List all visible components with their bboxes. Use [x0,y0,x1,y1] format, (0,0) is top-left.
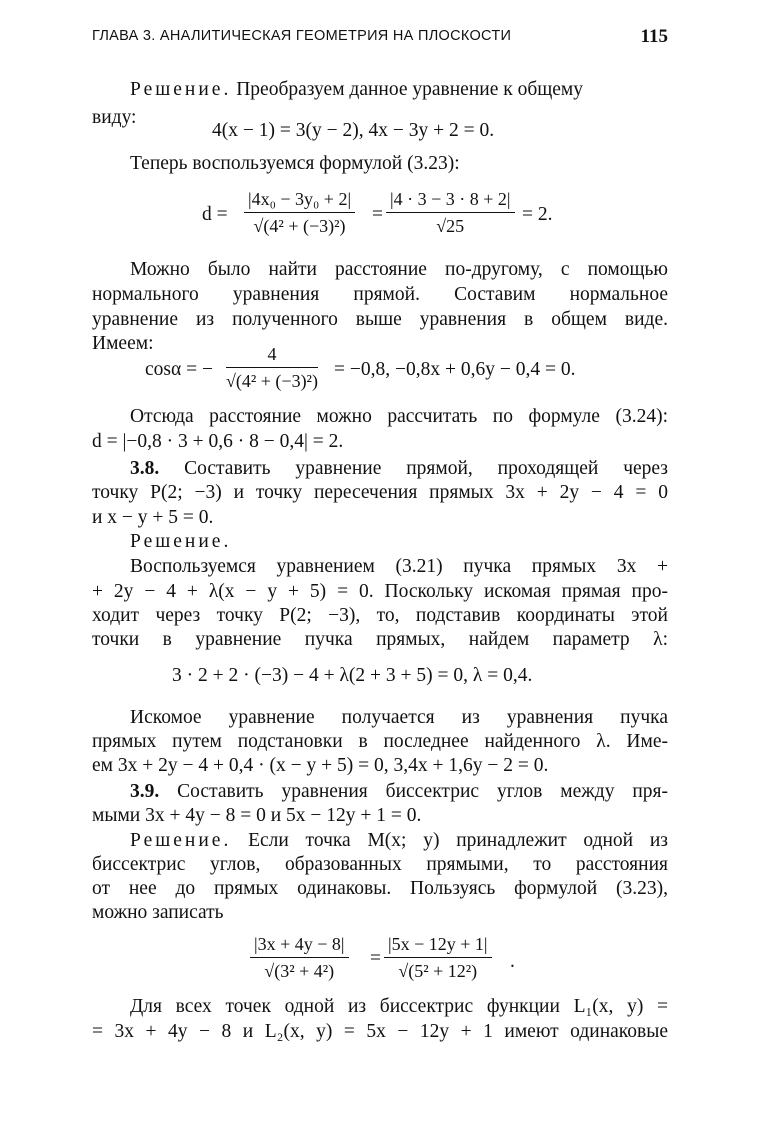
equals-sign: = [370,948,381,969]
p6-line-2: + 2y − 4 + λ(x − y + 5) = 0. Поскольку искомая прямая про- [92,581,668,602]
problem-3-9-line-1: 3.9. Составить уравнения биссектрис углов между пря- [130,781,669,802]
equals-sign: = [372,204,383,225]
problem-number: 3.8. [130,458,160,479]
solution-label: Решение. [130,531,232,552]
p1-line-2: виду: [92,107,137,128]
p9-line-3: от нее до прямых одинаковы. Пользуясь формулой (3.23), [92,878,668,899]
p3-line-1: Можно было найти расстояние по-другому, с помощью [130,259,668,280]
p6-line-4: точки в уравнение пучка прямых, найдем параметр λ: [92,629,668,650]
p9-line-4: можно записать [92,902,224,923]
distance-symbol: d = [202,204,228,225]
p4-line-1: Отсюда расстояние можно рассчитать по формуле (3.24): [130,406,668,427]
pencil-equation: 3 · 2 + 2 · (−3) − 4 + λ(2 + 3 + 5) = 0, λ = 0,4. [172,665,533,686]
running-header [92,28,668,52]
normal-equation: = −0,8, −0,8x + 0,6y − 0,4 = 0. [334,359,576,380]
solution-label: Решение. [130,79,232,100]
p7-line-1: Искомое уравнение получается из уравнения пучка [130,707,668,728]
p10-line-2: = 3x + 4y − 8 и L₂(x, y) = 5x − 12y + 1 имеют одинаковые [92,1021,668,1042]
distance-fraction-numeric: $\frac{|4 \cdot 3 - 3 \cdot 8 + 2|}{√25}$ [386,188,515,237]
distance-result: = 2. [522,204,553,225]
p2-text: Теперь воспользуемся формулой (3.23): [130,153,460,174]
p3-line-4: Имеем: [92,333,154,354]
p1-line-1: Решение. Преобразуем данное уравнение к общему [130,79,584,100]
bisector-fraction-left: $\frac{|3x + 4y - 8|}{\text{√(3² + 4²)}}$ [250,933,349,982]
problem-3-8-line-1: 3.8. Составить уравнение прямой, проходящей через [130,458,669,479]
p3-line-2: нормального уравнения прямой. Составим нормальное [92,284,668,305]
p6-line-3: ходит через точку P(2; −3), то, подставив координаты этой [92,605,668,626]
distance-fraction-general: $\frac{\text{|4x₀ − 3y₀ + 2|}}{\text{√(4² + (−3)²)}}$ [244,188,355,237]
problem-3-8-line-3: и x − y + 5 = 0. [92,507,214,528]
p9-line-1: Решение. Если точка M(x; y) принадлежит одной из [130,830,668,851]
problem-3-9-line-2: мыми 3x + 4y − 8 = 0 и 5x − 12y + 1 = 0. [92,805,422,826]
problem-3-8-line-2: точку P(2; −3) и точку пересечения прямых 3x + 2y − 4 = 0 [92,482,668,503]
cos-lhs: cosα = − [145,359,213,380]
chapter-title: ГЛАВА 3. АНАЛИТИЧЕСКАЯ ГЕОМЕТРИЯ НА ПЛОСКОСТИ [92,28,512,44]
p7-line-3: ем 3x + 2y − 4 + 0,4 · (x − y + 5) = 0, 3,4x + 1,6y − 2 = 0. [92,755,549,776]
p4-line-2: d = |−0,8 · 3 + 0,6 · 8 − 0,4| = 2. [92,431,344,452]
cos-fraction: $\frac{4}{\text{√(4² + (−3)²)}}$ [226,344,318,391]
bisector-fraction-right: $\frac{|5x - 12y + 1|}{\text{√(5² + 12²)}}$ [384,933,492,982]
p6-line-1: Воспользуемся уравнением (3.21) пучка прямых 3x + [130,556,668,577]
p7-line-2: прямых путем подстановки в последнее найденного λ. Име- [92,731,668,752]
p9-line-2: биссектрис углов, образованных прямыми, то расстояния [92,854,668,875]
page-number: 115 [640,26,668,47]
p3-line-3: уравнение из полученного выше уравнения в общем виде. [92,309,668,330]
period: . [510,951,515,972]
problem-number: 3.9. [130,781,160,802]
p10-line-1: Для всех точек одной из биссектрис функции L₁(x, y) = [130,996,668,1017]
solution-label: Решение. [130,830,232,851]
equation-general-form: 4(x − 1) = 3(y − 2), 4x − 3y + 2 = 0. [212,120,495,141]
